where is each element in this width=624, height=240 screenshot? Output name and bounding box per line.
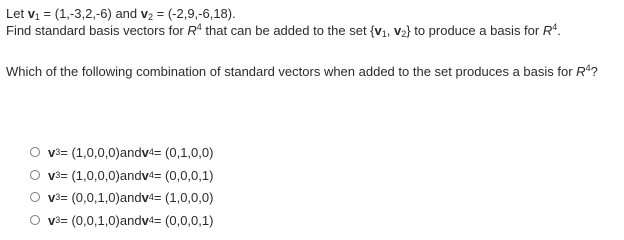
option-3[interactable]: v 3 = (0,0,1,0) and v 4 = (1,0,0,0) bbox=[30, 188, 213, 206]
given-vectors-line: Let $v_1 = (1,-3,2,-6)$ and $v_2 = (-2,9,-6,18)$. bbox=[6, 6, 236, 22]
radio-button[interactable] bbox=[30, 170, 40, 180]
task-line: Find standard basis vectors for $R^4$ that can be added to the set {$v_1$, $v_2$} to produce a basis for $R^4$. bbox=[6, 22, 561, 39]
radio-button[interactable] bbox=[30, 147, 40, 157]
radio-button[interactable] bbox=[30, 215, 40, 225]
option-4[interactable]: v 3 = (0,0,1,0) and v 4 = (0,0,0,1) bbox=[30, 211, 213, 229]
option-1[interactable]: v 3 = (1,0,0,0) and v 4 = (0,1,0,0) bbox=[30, 143, 213, 161]
prompt-line: Which of the following combination of standard vectors when added to the set produces a basis for $R^4$? bbox=[6, 63, 598, 79]
radio-button[interactable] bbox=[30, 192, 40, 202]
option-2[interactable]: v 3 = (1,0,0,0) and v 4 = (0,0,0,1) bbox=[30, 166, 213, 184]
